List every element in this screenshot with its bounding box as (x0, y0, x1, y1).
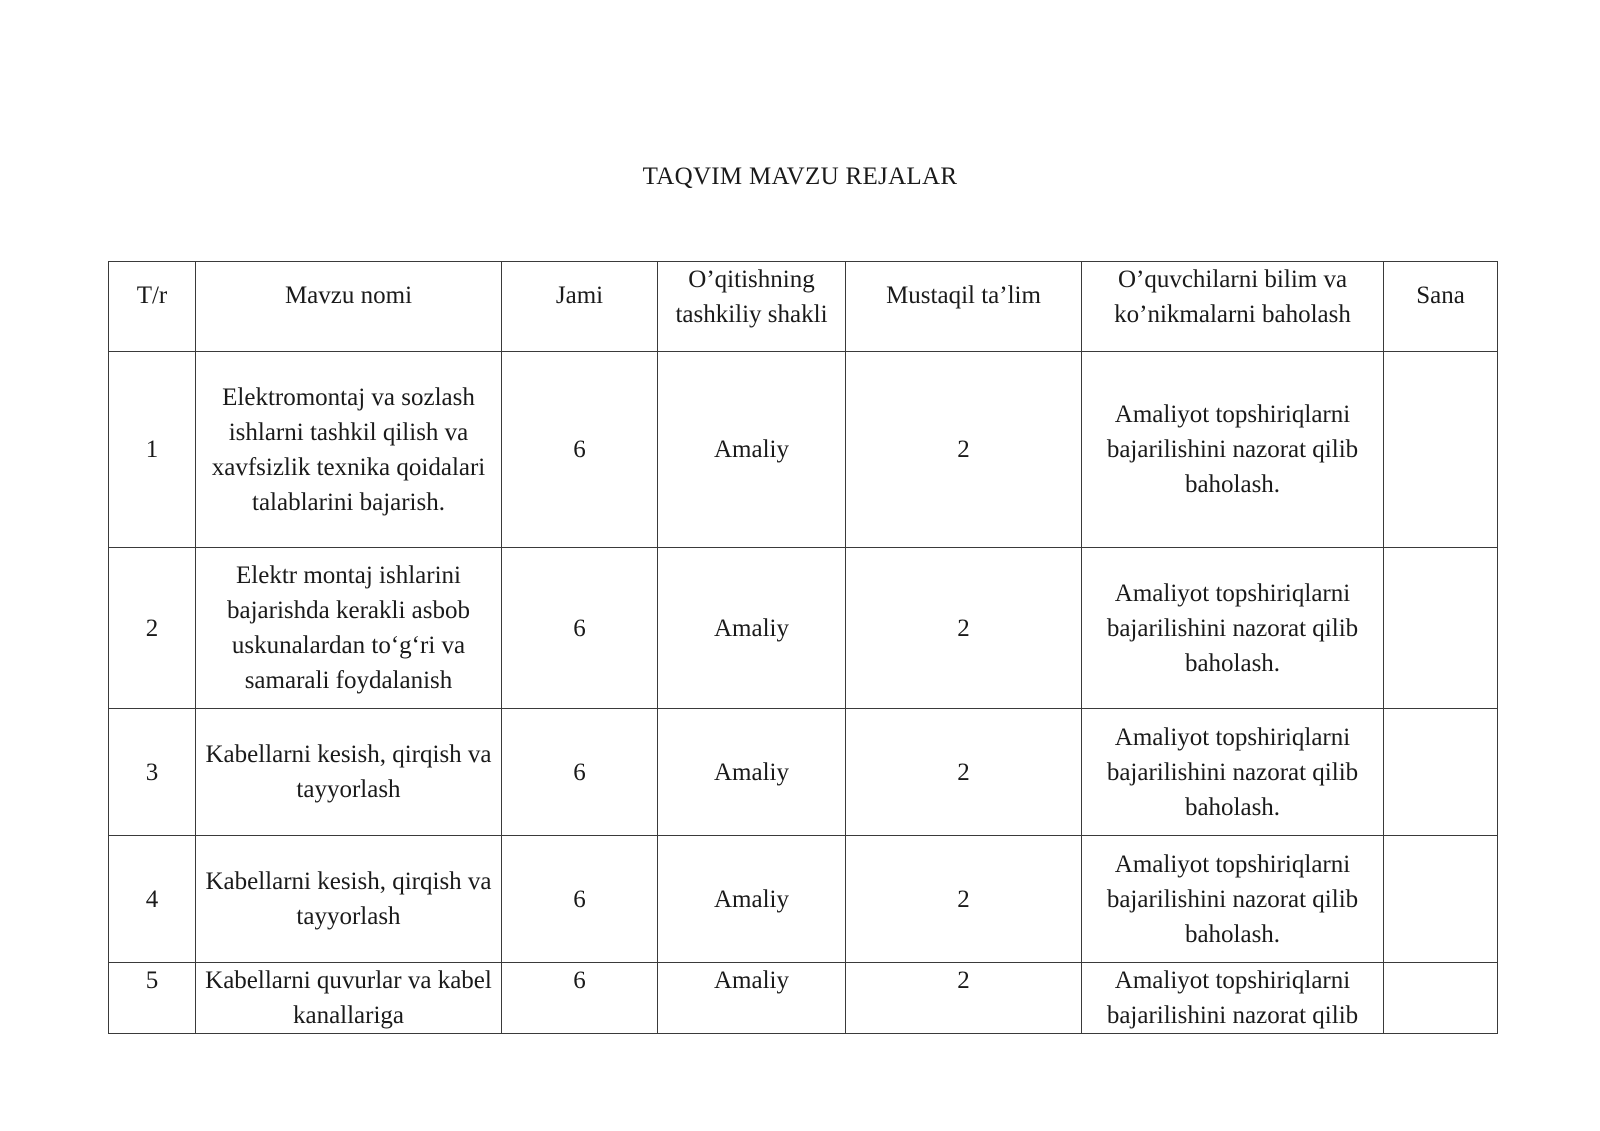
table-row (109, 352, 1498, 548)
cell-topic: Kabellarni kesish, qirqish va tayyorlash (196, 836, 502, 963)
header-assessment-line1: O’quvchilarni bilim va (1117, 266, 1348, 293)
cell-self-study: 2 (846, 709, 1082, 836)
cell-date (1384, 548, 1498, 709)
cell-date (1384, 352, 1498, 548)
cell-topic: Elektr montaj ishlarini bajarishda kerakli asbob uskunalardan to‘g‘ri va samarali foydalanish (196, 548, 502, 709)
lesson-plan-table (108, 261, 1498, 1034)
cell-teaching-form: Amaliy (658, 548, 846, 709)
cell-number: 3 (109, 709, 196, 836)
table-row (109, 548, 1498, 709)
header-row (109, 262, 1498, 352)
cell-number: 1 (109, 352, 196, 548)
cell-date (1384, 836, 1498, 963)
cell-number: 2 (109, 548, 196, 709)
header-number: T/r (109, 262, 196, 352)
header-assessment-line2: ko’nikmalarni baholash (1114, 301, 1351, 328)
header-teaching-form-line1: O’qitishning (688, 266, 815, 293)
cell-topic: Elektromontaj va sozlash ishlarni tashkil qilish va xavfsizlik texnika qoidalari talablarini bajarish. (196, 352, 502, 548)
cell-number: 4 (109, 836, 196, 963)
cell-date (1384, 963, 1498, 1034)
header-date: Sana (1384, 262, 1498, 352)
cell-assessment: Amaliyot topshiriqlarni bajarilishini nazorat qilib baholash. (1082, 709, 1384, 836)
cell-assessment: Amaliyot topshiriqlarni bajarilishini nazorat qilib baholash. (1082, 548, 1384, 709)
cell-self-study: 2 (846, 836, 1082, 963)
cell-date (1384, 709, 1498, 836)
cell-total: 6 (502, 352, 658, 548)
cell-assessment: Amaliyot topshiriqlarni bajarilishini nazorat qilib baholash. (1082, 836, 1384, 963)
cell-topic: Kabellarni quvurlar va kabel kanallariga (196, 963, 502, 1034)
cell-total: 6 (502, 548, 658, 709)
cell-assessment: Amaliyot topshiriqlarni bajarilishini nazorat qilib baholash. (1082, 352, 1384, 548)
cell-total: 6 (502, 836, 658, 963)
header-assessment (1082, 262, 1384, 352)
cell-self-study: 2 (846, 548, 1082, 709)
cell-total: 6 (502, 963, 658, 1034)
page-title: TAQVIM MAVZU REJALAR (642, 163, 958, 190)
cell-teaching-form: Amaliy (658, 836, 846, 963)
cell-self-study: 2 (846, 963, 1082, 1034)
cell-total: 6 (502, 709, 658, 836)
table-row (109, 709, 1498, 836)
cell-assessment: Amaliyot topshiriqlarni bajarilishini nazorat qilib (1082, 963, 1384, 1034)
header-teaching-form (658, 262, 846, 352)
cell-teaching-form: Amaliy (658, 352, 846, 548)
cell-topic: Kabellarni kesish, qirqish va tayyorlash (196, 709, 502, 836)
cell-number: 5 (109, 963, 196, 1034)
cell-self-study: 2 (846, 352, 1082, 548)
cell-teaching-form: Amaliy (658, 963, 846, 1034)
table-row (109, 836, 1498, 963)
header-self-study: Mustaqil ta’lim (846, 262, 1082, 352)
table-row (109, 963, 1498, 1034)
header-topic: Mavzu nomi (196, 262, 502, 352)
header-teaching-form-line2: tashkiliy shakli (675, 301, 828, 328)
cell-teaching-form: Amaliy (658, 709, 846, 836)
header-total: Jami (502, 262, 658, 352)
